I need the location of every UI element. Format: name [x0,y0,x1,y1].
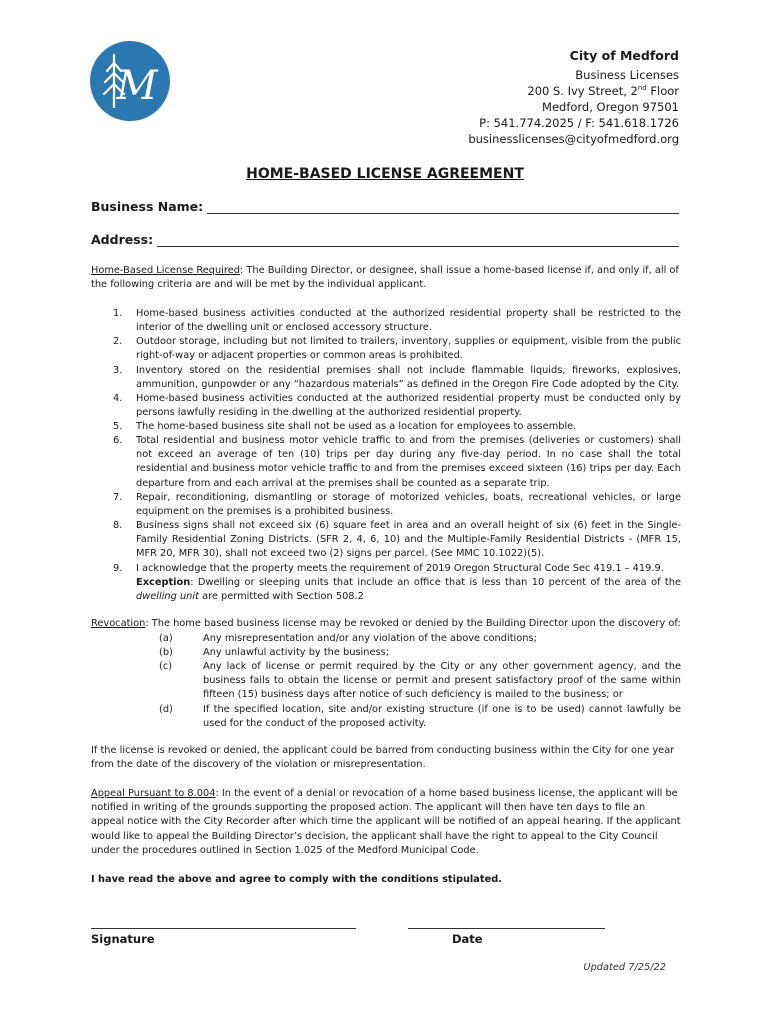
appeal-paragraph: Appeal Pursuant to 8.004: In the event of a denial or revocation of a home based business license, the applicant will be notified in writing of the grounds supporting the proposed action. The applicant will then have ten days to file an appeal notice with the City Recorder after which time the applicant will be notified of an appeal hearing. If the applicant would like to appeal the Building Director’s decision, the applicant shall have the right to appeal to the City Council under the procedures outlined in Section 1.025 of the Medford Municipal Code. [91,788,681,856]
list-item: 2. Outdoor storage, including but not limited to trailers, inventory, supplies or equipment, visible from the public right-of-way or adjacent properties or common areas is prohibited. [113,336,681,362]
address-label: Address: [91,232,154,247]
revocation-item: (d) If the specified location, site and/or existing structure (if one is to be used) cannot lawfully be used for the conduct of the proposed activity. [159,704,681,730]
signature-label: Signature [91,932,155,946]
list-item: 1. Home-based business activities conducted at the authorized residential property shall be restricted to the interior of the dwelling unit or enclosed accessory structure. [113,308,681,334]
dept-name: Business Licenses [575,68,679,82]
revocation-item: (a) Any misrepresentation and/or any violation of the above conditions; [159,633,537,644]
list-item: 4. Home-based business activities conducted at the authorized residential property must be conducted only by persons lawfully residing in the dwelling at the authorized residential property. [113,393,681,419]
street-address: 200 S. Ivy Street, 2nd Floor [527,84,679,98]
list-item: 3. Inventory stored on the residential premises shall not include flammable liquids, fireworks, explosives, ammunition, gunpowder or any “hazardous materials” as defined in the Oregon Fire Code adopted by the City. [113,365,681,391]
phone-fax: P: 541.774.2025 / F: 541.618.1726 [479,116,679,130]
agreement-statement: I have read the above and agree to comply with the conditions stipulated. [91,874,502,885]
list-item: 9. I acknowledge that the property meets the requirement of 2019 Oregon Structural Code Sec 419.1 – 419.9. Exception: Dwelling or sleeping units that include an office that is less than 10 percent of the area of the dwelling unit are permitted with Section 508.2 [113,563,681,603]
city-state-zip: Medford, Oregon 97501 [542,100,679,114]
org-name: City of Medford [569,48,679,63]
address-field[interactable] [91,232,679,247]
list-item: 5. The home-based business site shall not be used as a location for employees to assemble. [113,421,577,432]
logo-letter: M [116,63,158,109]
city-logo-icon [90,41,170,121]
revocation-item: (c) Any lack of license or permit required by the City or any other government agency, and the business fails to obtain the license or permit and present satisfactory proof of the same within fifteen (15) business days after notice of such deficiency is mailed to the business; or [159,661,681,701]
revocation-paragraph: Revocation: The home based business license may be revoked or denied by the Building Director upon the discovery of: [91,618,681,629]
business-name-label: Business Name: [91,199,204,214]
updated-date: Updated 7/25/22 [583,962,666,973]
list-item: 8. Business signs shall not exceed six (6) square feet in area and an overall height of six (6) feet in the Single-Family Residential Zoning Districts. (SFR 2, 4, 6, 10) and the Multiple-Family Residential Districts - (MFR 15, MFR 20, MFR 30), shall not exceed two (2) signs per parcel. (See MMC 10.1022)(5). [113,520,681,560]
list-item: 7. Repair, reconditioning, dismantling or storage of motorized vehicles, boats, recreational vehicles, or large equipment on the premises is a prohibited business. [113,492,681,518]
intro-paragraph: Home-Based License Required: The Building Director, or designee, shall issue a home-based license if, and only if, all of the following criteria are and will be met by the individual applicant. [91,265,679,291]
exception-label: Exception [136,577,191,589]
date-line[interactable] [408,928,605,929]
page-title: HOME-BASED LICENSE AGREEMENT [246,166,524,182]
email-address: businesslicenses@cityofmedford.org [468,132,679,146]
business-name-field[interactable] [91,199,679,214]
list-item: 6. Total residential and business motor vehicle traffic to and from the premises (deliveries or customers) shall not exceed an average of ten (10) trips per day during any five-day period. In no case shall the total residential and business motor vehicle traffic to and from the premises exceed sixteen (16) trips per day. Each departure from and each arrival at the premises shall be counted as a separate trip. [113,435,681,489]
revocation-item: (b) Any unlawful activity by the business; [159,647,390,658]
signature-line[interactable] [91,928,356,929]
date-label: Date [452,932,483,946]
barred-paragraph: If the license is revoked or denied, the applicant could be barred from conducting business within the City for one year from the date of the discovery of the violation or misrepresentation. [91,745,675,771]
